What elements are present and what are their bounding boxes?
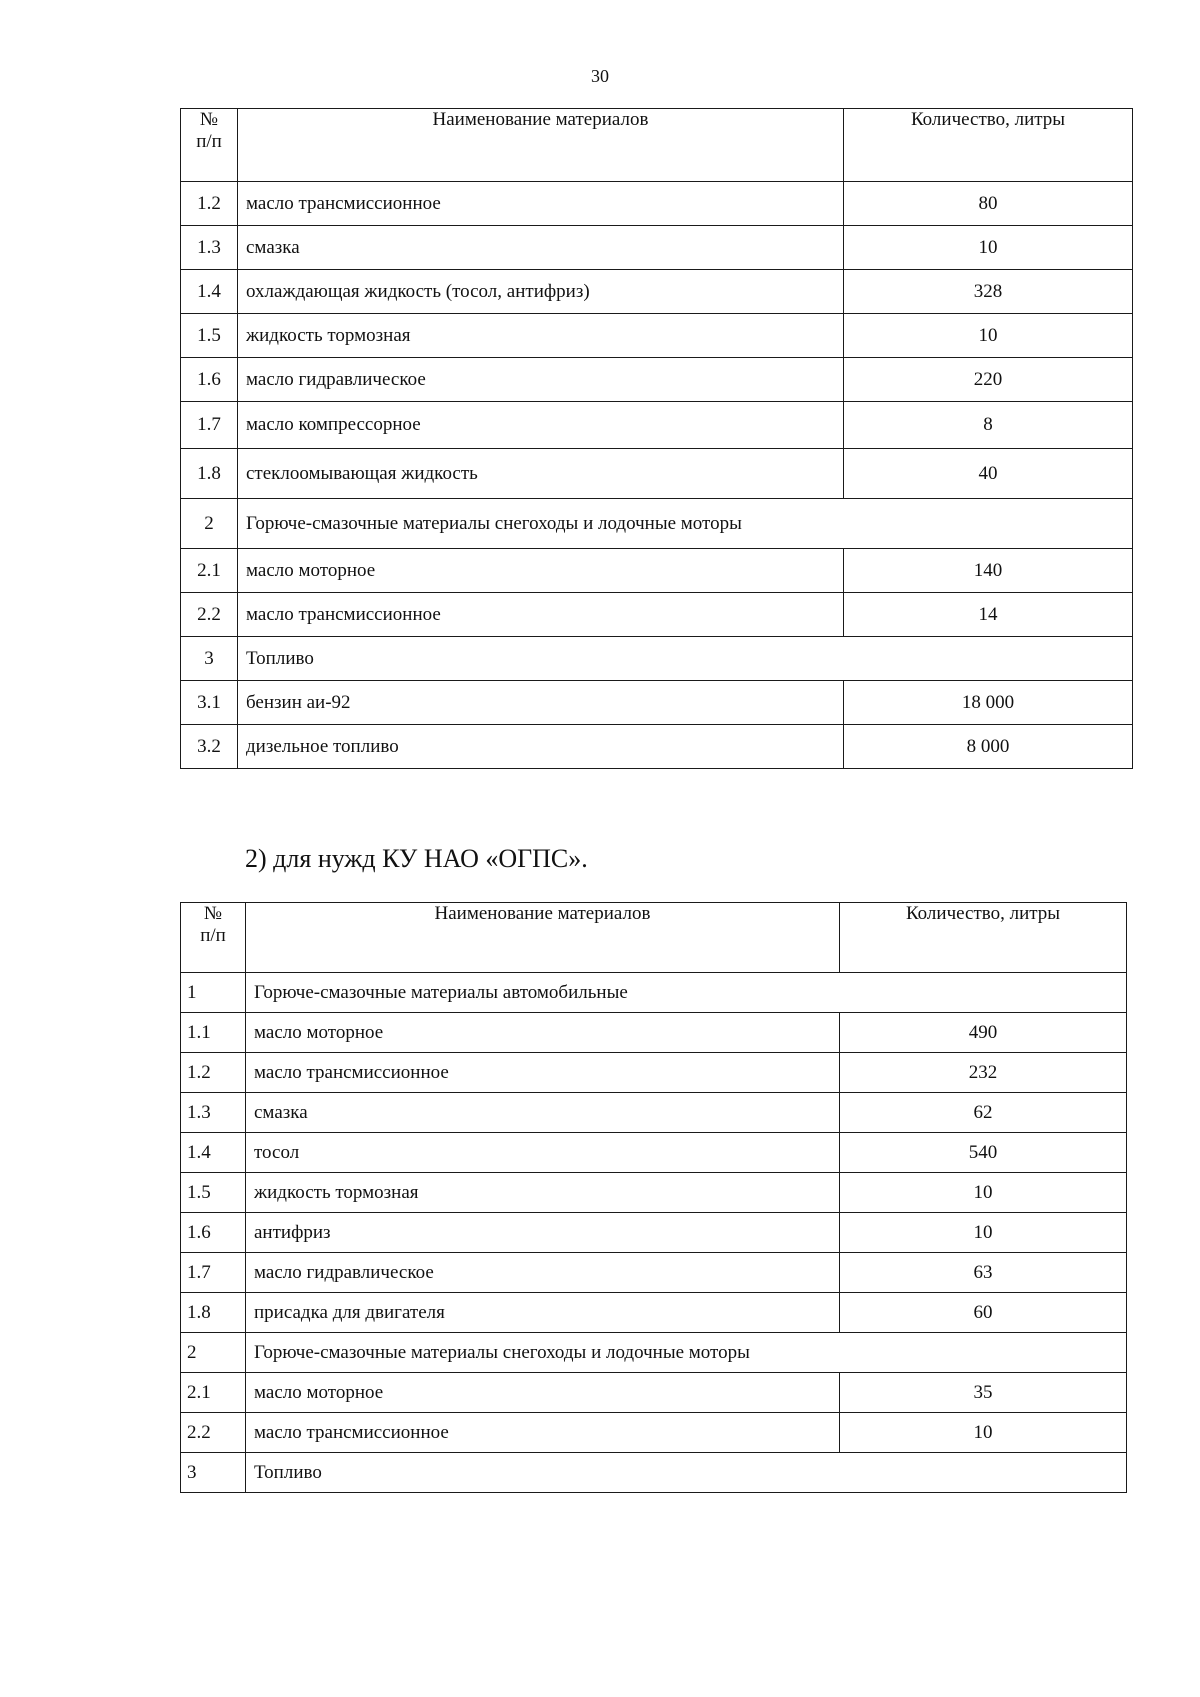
row-number: 1.8 (181, 1293, 246, 1333)
table-row (181, 549, 1133, 593)
row-number: 1.7 (181, 402, 238, 449)
section-heading: Топливо (246, 1453, 1127, 1493)
material-quantity: 490 (840, 1013, 1127, 1053)
row-number: 1.5 (181, 1173, 246, 1213)
material-quantity: 10 (844, 226, 1133, 270)
row-number: 2.2 (181, 593, 238, 637)
material-name: масло компрессорное (238, 402, 844, 449)
row-number: 2 (181, 1333, 246, 1373)
material-name: охлаждающая жидкость (тосол, антифриз) (238, 270, 844, 314)
material-quantity: 10 (844, 314, 1133, 358)
material-quantity: 60 (840, 1293, 1127, 1333)
header-quantity: Количество, литры (840, 903, 1127, 973)
table-row (181, 1173, 1127, 1213)
material-quantity: 220 (844, 358, 1133, 402)
page-number: 30 (591, 66, 609, 86)
table-row (181, 1453, 1127, 1493)
row-number: 1.4 (181, 1133, 246, 1173)
material-name: масло трансмиссионное (246, 1053, 840, 1093)
materials-table-2 (180, 902, 1127, 1493)
table-row (181, 449, 1133, 499)
table-row (181, 499, 1133, 549)
row-number: 1.1 (181, 1013, 246, 1053)
row-number: 2.1 (181, 1373, 246, 1413)
material-name: масло моторное (246, 1373, 840, 1413)
material-name: масло гидравлическое (238, 358, 844, 402)
material-name: присадка для двигателя (246, 1293, 840, 1333)
materials-table-1 (180, 108, 1133, 769)
table-row (181, 1293, 1127, 1333)
material-name: антифриз (246, 1213, 840, 1253)
material-quantity: 18 000 (844, 681, 1133, 725)
section-caption: 2) для нужд КУ НАО «ОГПС». (245, 844, 588, 873)
material-quantity: 80 (844, 182, 1133, 226)
material-quantity: 10 (840, 1213, 1127, 1253)
section-heading: Горюче-смазочные материалы снегоходы и лодочные моторы (238, 499, 1133, 549)
row-number: 1.2 (181, 1053, 246, 1093)
table-row (181, 402, 1133, 449)
header-material-name: Наименование материалов (238, 109, 844, 182)
table-row (181, 226, 1133, 270)
section-heading: Горюче-смазочные материалы снегоходы и лодочные моторы (246, 1333, 1127, 1373)
material-quantity: 8 (844, 402, 1133, 449)
material-name: масло моторное (238, 549, 844, 593)
section-heading: Топливо (238, 637, 1133, 681)
row-number: 2 (181, 499, 238, 549)
material-name: масло гидравлическое (246, 1253, 840, 1293)
material-quantity: 14 (844, 593, 1133, 637)
row-number: 1.3 (181, 226, 238, 270)
row-number: 1.3 (181, 1093, 246, 1133)
table-row (181, 1213, 1127, 1253)
material-name: масло моторное (246, 1013, 840, 1053)
row-number: 1 (181, 973, 246, 1013)
row-number: 2.2 (181, 1413, 246, 1453)
header-number-abbr: п/п (196, 131, 222, 152)
table-row (181, 270, 1133, 314)
material-quantity: 63 (840, 1253, 1127, 1293)
material-quantity: 35 (840, 1373, 1127, 1413)
material-name: стеклоомывающая жидкость (238, 449, 844, 499)
material-name: смазка (238, 226, 844, 270)
table-header-row (181, 903, 1127, 973)
table-row (181, 593, 1133, 637)
row-number: 1.7 (181, 1253, 246, 1293)
row-number: 1.2 (181, 182, 238, 226)
material-name: жидкость тормозная (238, 314, 844, 358)
header-number (181, 109, 238, 182)
table-row (181, 1253, 1127, 1293)
header-number (181, 903, 246, 973)
material-name: бензин аи-92 (238, 681, 844, 725)
table-row (181, 1053, 1127, 1093)
material-quantity: 328 (844, 270, 1133, 314)
table-row (181, 1333, 1127, 1373)
material-quantity: 140 (844, 549, 1133, 593)
header-number-sign: № (199, 109, 219, 130)
section-heading: Горюче-смазочные материалы автомобильные (246, 973, 1127, 1013)
material-name: масло трансмиссионное (238, 593, 844, 637)
row-number: 2.1 (181, 549, 238, 593)
table-row (181, 314, 1133, 358)
table-row (181, 973, 1127, 1013)
table-row (181, 681, 1133, 725)
table-row (181, 1413, 1127, 1453)
table-row (181, 725, 1133, 769)
material-quantity: 40 (844, 449, 1133, 499)
material-name: жидкость тормозная (246, 1173, 840, 1213)
material-quantity: 10 (840, 1413, 1127, 1453)
table-row (181, 637, 1133, 681)
material-name: масло трансмиссионное (238, 182, 844, 226)
row-number: 3 (181, 637, 238, 681)
row-number: 1.6 (181, 1213, 246, 1253)
table-row (181, 1093, 1127, 1133)
material-name: тосол (246, 1133, 840, 1173)
row-number: 1.4 (181, 270, 238, 314)
material-quantity: 62 (840, 1093, 1127, 1133)
row-number: 1.8 (181, 449, 238, 499)
table-row (181, 1373, 1127, 1413)
material-name: масло трансмиссионное (246, 1413, 840, 1453)
material-name: смазка (246, 1093, 840, 1133)
table-row (181, 1133, 1127, 1173)
material-quantity: 8 000 (844, 725, 1133, 769)
table-row (181, 358, 1133, 402)
table-header-row (181, 109, 1133, 182)
header-number-abbr: п/п (200, 925, 226, 946)
table-row (181, 1013, 1127, 1053)
row-number: 1.6 (181, 358, 238, 402)
material-quantity: 232 (840, 1053, 1127, 1093)
material-quantity: 10 (840, 1173, 1127, 1213)
header-material-name: Наименование материалов (246, 903, 840, 973)
row-number: 1.5 (181, 314, 238, 358)
table-row (181, 182, 1133, 226)
material-name: дизельное топливо (238, 725, 844, 769)
row-number: 3 (181, 1453, 246, 1493)
header-number-sign: № (203, 903, 223, 924)
row-number: 3.2 (181, 725, 238, 769)
header-quantity: Количество, литры (844, 109, 1133, 182)
row-number: 3.1 (181, 681, 238, 725)
material-quantity: 540 (840, 1133, 1127, 1173)
